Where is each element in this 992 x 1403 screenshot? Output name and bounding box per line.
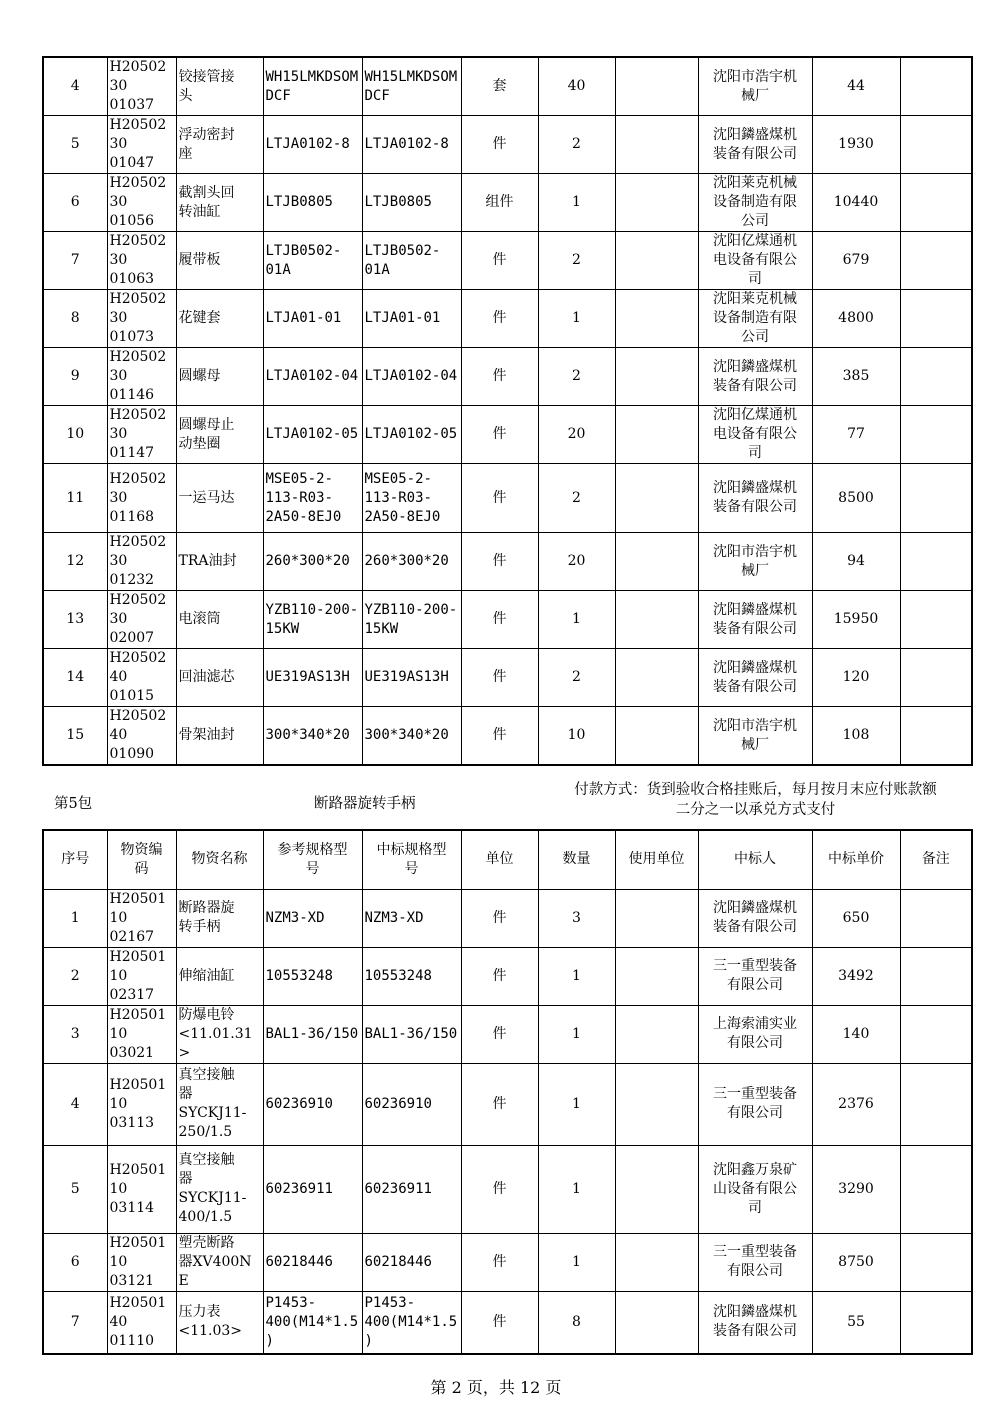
cell-unit: 组件 xyxy=(461,174,538,232)
cell-winner: 沈阳市浩宇机 械厂 xyxy=(698,57,812,116)
items-table-package-4-continued xyxy=(42,56,973,766)
cell-code: H2050110 03121 xyxy=(107,1233,176,1291)
cell-seq: 12 xyxy=(43,533,107,591)
cell-bid-spec: LTJB0502- 01A xyxy=(362,232,461,290)
cell-name: 圆螺母止 动垫圈 xyxy=(176,406,263,464)
cell-code: H2050230 01147 xyxy=(107,406,176,464)
cell-code: H2050110 03021 xyxy=(107,1005,176,1063)
cell-unit: 件 xyxy=(461,947,538,1005)
payment-terms: 付款方式：货到验收合格挂账后，每月按月末应付账款额 二分之一以承兑方式支付 xyxy=(574,782,937,818)
table-row xyxy=(43,116,972,174)
header-unit: 单位 xyxy=(461,830,538,889)
cell-price: 3290 xyxy=(812,1145,900,1233)
cell-bid-spec: LTJA0102-05 xyxy=(362,406,461,464)
cell-remark xyxy=(900,707,972,766)
cell-seq: 13 xyxy=(43,591,107,649)
cell-name: 截割头回 转油缸 xyxy=(176,174,263,232)
cell-ref-spec: 60236911 xyxy=(263,1145,362,1233)
cell-seq: 5 xyxy=(43,1145,107,1233)
cell-winner: 沈阳鏻盛煤机 装备有限公司 xyxy=(698,348,812,406)
cell-price: 15950 xyxy=(812,591,900,649)
cell-remark xyxy=(900,889,972,947)
cell-bid-spec: LTJA0102-8 xyxy=(362,116,461,174)
cell-code: H2050230 01168 xyxy=(107,464,176,533)
cell-ref-spec: MSE05-2- 113-R03- 2A50-8EJ0 xyxy=(263,464,362,533)
cell-name: 真空接触 器 SYCKJ11- 250/1.5 xyxy=(176,1063,263,1145)
cell-unit: 件 xyxy=(461,348,538,406)
cell-user xyxy=(615,1233,698,1291)
cell-qty: 1 xyxy=(538,947,615,1005)
cell-unit: 件 xyxy=(461,232,538,290)
cell-qty: 2 xyxy=(538,649,615,707)
cell-user xyxy=(615,649,698,707)
page-footer: 第 2 页，共 12 页 xyxy=(430,1378,562,1397)
cell-seq: 15 xyxy=(43,707,107,766)
cell-qty: 1 xyxy=(538,591,615,649)
cell-price: 650 xyxy=(812,889,900,947)
cell-bid-spec: WH15LMKDSOM DCF xyxy=(362,57,461,116)
table-row xyxy=(43,707,972,766)
cell-price: 679 xyxy=(812,232,900,290)
cell-remark xyxy=(900,1233,972,1291)
cell-user xyxy=(615,533,698,591)
cell-ref-spec: LTJA0102-04 xyxy=(263,348,362,406)
cell-winner: 沈阳鏻盛煤机 装备有限公司 xyxy=(698,464,812,533)
cell-seq: 5 xyxy=(43,116,107,174)
cell-name: 电滚筒 xyxy=(176,591,263,649)
cell-seq: 9 xyxy=(43,348,107,406)
cell-winner: 沈阳亿煤通机 电设备有限公 司 xyxy=(698,232,812,290)
cell-remark xyxy=(900,649,972,707)
cell-ref-spec: 260*300*20 xyxy=(263,533,362,591)
table-row xyxy=(43,290,972,348)
cell-qty: 20 xyxy=(538,533,615,591)
cell-remark xyxy=(900,591,972,649)
cell-winner: 沈阳莱克机械 设备制造有限 公司 xyxy=(698,290,812,348)
table-row xyxy=(43,591,972,649)
cell-ref-spec: 300*340*20 xyxy=(263,707,362,766)
cell-name: 回油滤芯 xyxy=(176,649,263,707)
cell-winner: 沈阳亿煤通机 电设备有限公 司 xyxy=(698,406,812,464)
table-row xyxy=(43,348,972,406)
package-header xyxy=(42,776,971,826)
cell-ref-spec: LTJA0102-05 xyxy=(263,406,362,464)
cell-bid-spec: LTJA01-01 xyxy=(362,290,461,348)
cell-seq: 7 xyxy=(43,232,107,290)
cell-user xyxy=(615,174,698,232)
cell-ref-spec: LTJB0502- 01A xyxy=(263,232,362,290)
table-row xyxy=(43,1063,972,1145)
header-code: 物资编 码 xyxy=(107,830,176,889)
cell-code: H2050110 02167 xyxy=(107,889,176,947)
cell-price: 1930 xyxy=(812,116,900,174)
cell-seq: 11 xyxy=(43,464,107,533)
cell-seq: 6 xyxy=(43,174,107,232)
cell-ref-spec: LTJA0102-8 xyxy=(263,116,362,174)
cell-name: 伸缩油缸 xyxy=(176,947,263,1005)
table-row xyxy=(43,1145,972,1233)
cell-winner: 沈阳鑫万泉矿 山设备有限公 司 xyxy=(698,1145,812,1233)
cell-remark xyxy=(900,1291,972,1354)
cell-ref-spec: 10553248 xyxy=(263,947,362,1005)
cell-ref-spec: UE319AS13H xyxy=(263,649,362,707)
cell-seq: 1 xyxy=(43,889,107,947)
cell-code: H2050230 01232 xyxy=(107,533,176,591)
cell-remark xyxy=(900,57,972,116)
cell-seq: 6 xyxy=(43,1233,107,1291)
cell-code: H2050230 01047 xyxy=(107,116,176,174)
cell-winner: 沈阳市浩宇机 械厂 xyxy=(698,707,812,766)
cell-price: 10440 xyxy=(812,174,900,232)
cell-seq: 10 xyxy=(43,406,107,464)
cell-unit: 套 xyxy=(461,57,538,116)
cell-bid-spec: LTJA0102-04 xyxy=(362,348,461,406)
cell-price: 2376 xyxy=(812,1063,900,1145)
cell-unit: 件 xyxy=(461,116,538,174)
cell-qty: 2 xyxy=(538,348,615,406)
cell-code: H2050110 02317 xyxy=(107,947,176,1005)
cell-remark xyxy=(900,290,972,348)
cell-user xyxy=(615,1005,698,1063)
cell-ref-spec: LTJB0805 xyxy=(263,174,362,232)
cell-unit: 件 xyxy=(461,290,538,348)
cell-name: 骨架油封 xyxy=(176,707,263,766)
cell-user xyxy=(615,889,698,947)
cell-user xyxy=(615,1145,698,1233)
cell-qty: 2 xyxy=(538,464,615,533)
cell-bid-spec: YZB110-200- 15KW xyxy=(362,591,461,649)
cell-name: 浮动密封 座 xyxy=(176,116,263,174)
table-header-row xyxy=(43,830,972,889)
cell-price: 44 xyxy=(812,57,900,116)
cell-qty: 8 xyxy=(538,1291,615,1354)
cell-unit: 件 xyxy=(461,889,538,947)
table-row xyxy=(43,533,972,591)
cell-qty: 2 xyxy=(538,116,615,174)
cell-code: H2050240 01090 xyxy=(107,707,176,766)
cell-name: 塑壳断路 器XV400NE xyxy=(176,1233,263,1291)
cell-ref-spec: WH15LMKDSOM DCF xyxy=(263,57,362,116)
cell-code: H2050230 01146 xyxy=(107,348,176,406)
cell-remark xyxy=(900,174,972,232)
cell-unit: 件 xyxy=(461,1063,538,1145)
cell-code: H2050110 03114 xyxy=(107,1145,176,1233)
cell-user xyxy=(615,406,698,464)
cell-winner: 三一重型装备 有限公司 xyxy=(698,947,812,1005)
header-bid-spec: 中标规格型 号 xyxy=(362,830,461,889)
table-row xyxy=(43,232,972,290)
cell-user xyxy=(615,348,698,406)
cell-remark xyxy=(900,464,972,533)
cell-user xyxy=(615,947,698,1005)
header-winner: 中标人 xyxy=(698,830,812,889)
cell-unit: 件 xyxy=(461,707,538,766)
table-row xyxy=(43,406,972,464)
cell-winner: 三一重型装备 有限公司 xyxy=(698,1233,812,1291)
cell-winner: 沈阳鏻盛煤机 装备有限公司 xyxy=(698,116,812,174)
cell-bid-spec: NZM3-XD xyxy=(362,889,461,947)
cell-code: H2050240 01015 xyxy=(107,649,176,707)
cell-ref-spec: 60218446 xyxy=(263,1233,362,1291)
cell-price: 140 xyxy=(812,1005,900,1063)
cell-price: 8750 xyxy=(812,1233,900,1291)
cell-seq: 8 xyxy=(43,290,107,348)
cell-seq: 2 xyxy=(43,947,107,1005)
header-name: 物资名称 xyxy=(176,830,263,889)
cell-bid-spec: MSE05-2- 113-R03- 2A50-8EJ0 xyxy=(362,464,461,533)
cell-remark xyxy=(900,1005,972,1063)
cell-bid-spec: 260*300*20 xyxy=(362,533,461,591)
cell-price: 120 xyxy=(812,649,900,707)
cell-user xyxy=(615,116,698,174)
cell-user xyxy=(615,707,698,766)
cell-seq: 14 xyxy=(43,649,107,707)
cell-name: 花键套 xyxy=(176,290,263,348)
cell-unit: 件 xyxy=(461,1233,538,1291)
package-label: 第5包 xyxy=(54,796,93,812)
cell-code: H2050110 03113 xyxy=(107,1063,176,1145)
items-table-package-5 xyxy=(42,829,973,1355)
cell-ref-spec: NZM3-XD xyxy=(263,889,362,947)
cell-seq: 4 xyxy=(43,1063,107,1145)
cell-winner: 沈阳鏻盛煤机 装备有限公司 xyxy=(698,889,812,947)
cell-code: H2050230 01037 xyxy=(107,57,176,116)
table-row xyxy=(43,174,972,232)
cell-unit: 件 xyxy=(461,533,538,591)
cell-remark xyxy=(900,1063,972,1145)
cell-bid-spec: P1453- 400(M14*1.5 ) xyxy=(362,1291,461,1354)
cell-qty: 2 xyxy=(538,232,615,290)
cell-price: 3492 xyxy=(812,947,900,1005)
header-user: 使用单位 xyxy=(615,830,698,889)
cell-name: 圆螺母 xyxy=(176,348,263,406)
cell-remark xyxy=(900,232,972,290)
cell-qty: 1 xyxy=(538,1005,615,1063)
cell-qty: 20 xyxy=(538,406,615,464)
cell-qty: 10 xyxy=(538,707,615,766)
cell-user xyxy=(615,290,698,348)
cell-remark xyxy=(900,348,972,406)
cell-remark xyxy=(900,406,972,464)
cell-name: TRA油封 xyxy=(176,533,263,591)
cell-unit: 件 xyxy=(461,1291,538,1354)
header-seq: 序号 xyxy=(43,830,107,889)
cell-winner: 沈阳鏻盛煤机 装备有限公司 xyxy=(698,591,812,649)
cell-bid-spec: 300*340*20 xyxy=(362,707,461,766)
cell-user xyxy=(615,57,698,116)
cell-code: H2050230 02007 xyxy=(107,591,176,649)
cell-qty: 1 xyxy=(538,174,615,232)
cell-name: 断路器旋 转手柄 xyxy=(176,889,263,947)
cell-price: 4800 xyxy=(812,290,900,348)
cell-name: 防爆电铃 <11.01.31 > xyxy=(176,1005,263,1063)
cell-ref-spec: LTJA01-01 xyxy=(263,290,362,348)
cell-price: 77 xyxy=(812,406,900,464)
table-row xyxy=(43,464,972,533)
cell-winner: 沈阳鏻盛煤机 装备有限公司 xyxy=(698,1291,812,1354)
cell-name: 真空接触 器 SYCKJ11- 400/1.5 xyxy=(176,1145,263,1233)
cell-unit: 件 xyxy=(461,649,538,707)
cell-winner: 沈阳莱克机械 设备制造有限 公司 xyxy=(698,174,812,232)
cell-remark xyxy=(900,947,972,1005)
package-name: 断路器旋转手柄 xyxy=(314,796,416,812)
cell-bid-spec: 10553248 xyxy=(362,947,461,1005)
table-row xyxy=(43,649,972,707)
cell-unit: 件 xyxy=(461,1145,538,1233)
cell-remark xyxy=(900,533,972,591)
cell-winner: 沈阳市浩宇机 械厂 xyxy=(698,533,812,591)
cell-name: 铰接管接 头 xyxy=(176,57,263,116)
cell-qty: 1 xyxy=(538,1145,615,1233)
cell-unit: 件 xyxy=(461,464,538,533)
cell-bid-spec: 60218446 xyxy=(362,1233,461,1291)
cell-name: 一运马达 xyxy=(176,464,263,533)
cell-ref-spec: 60236910 xyxy=(263,1063,362,1145)
cell-unit: 件 xyxy=(461,1005,538,1063)
cell-code: H2050140 01110 xyxy=(107,1291,176,1354)
cell-qty: 3 xyxy=(538,889,615,947)
cell-unit: 件 xyxy=(461,406,538,464)
cell-price: 94 xyxy=(812,533,900,591)
cell-user xyxy=(615,1063,698,1145)
cell-user xyxy=(615,591,698,649)
cell-user xyxy=(615,1291,698,1354)
cell-qty: 1 xyxy=(538,290,615,348)
cell-seq: 3 xyxy=(43,1005,107,1063)
table-row xyxy=(43,57,972,116)
cell-code: H2050230 01073 xyxy=(107,290,176,348)
cell-ref-spec: P1453- 400(M14*1.5 ) xyxy=(263,1291,362,1354)
cell-winner: 上海索浦实业 有限公司 xyxy=(698,1005,812,1063)
cell-user xyxy=(615,232,698,290)
cell-name: 压力表 <11.03> xyxy=(176,1291,263,1354)
cell-seq: 4 xyxy=(43,57,107,116)
cell-ref-spec: YZB110-200- 15KW xyxy=(263,591,362,649)
header-ref-spec: 参考规格型 号 xyxy=(263,830,362,889)
cell-price: 385 xyxy=(812,348,900,406)
table-row xyxy=(43,889,972,947)
cell-qty: 1 xyxy=(538,1063,615,1145)
cell-winner: 沈阳鏻盛煤机 装备有限公司 xyxy=(698,649,812,707)
cell-ref-spec: BAL1-36/150 xyxy=(263,1005,362,1063)
cell-price: 8500 xyxy=(812,464,900,533)
cell-remark xyxy=(900,116,972,174)
cell-bid-spec: LTJB0805 xyxy=(362,174,461,232)
table-row xyxy=(43,947,972,1005)
cell-price: 108 xyxy=(812,707,900,766)
cell-remark xyxy=(900,1145,972,1233)
header-qty: 数量 xyxy=(538,830,615,889)
header-price: 中标单价 xyxy=(812,830,900,889)
cell-bid-spec: BAL1-36/150 xyxy=(362,1005,461,1063)
cell-code: H2050230 01056 xyxy=(107,174,176,232)
cell-qty: 1 xyxy=(538,1233,615,1291)
cell-name: 履带板 xyxy=(176,232,263,290)
cell-price: 55 xyxy=(812,1291,900,1354)
header-remark: 备注 xyxy=(900,830,972,889)
table-row xyxy=(43,1005,972,1063)
cell-bid-spec: 60236910 xyxy=(362,1063,461,1145)
cell-qty: 40 xyxy=(538,57,615,116)
cell-winner: 三一重型装备 有限公司 xyxy=(698,1063,812,1145)
cell-seq: 7 xyxy=(43,1291,107,1354)
table-row xyxy=(43,1291,972,1354)
cell-unit: 件 xyxy=(461,591,538,649)
cell-code: H2050230 01063 xyxy=(107,232,176,290)
cell-bid-spec: UE319AS13H xyxy=(362,649,461,707)
cell-bid-spec: 60236911 xyxy=(362,1145,461,1233)
table-row xyxy=(43,1233,972,1291)
cell-user xyxy=(615,464,698,533)
